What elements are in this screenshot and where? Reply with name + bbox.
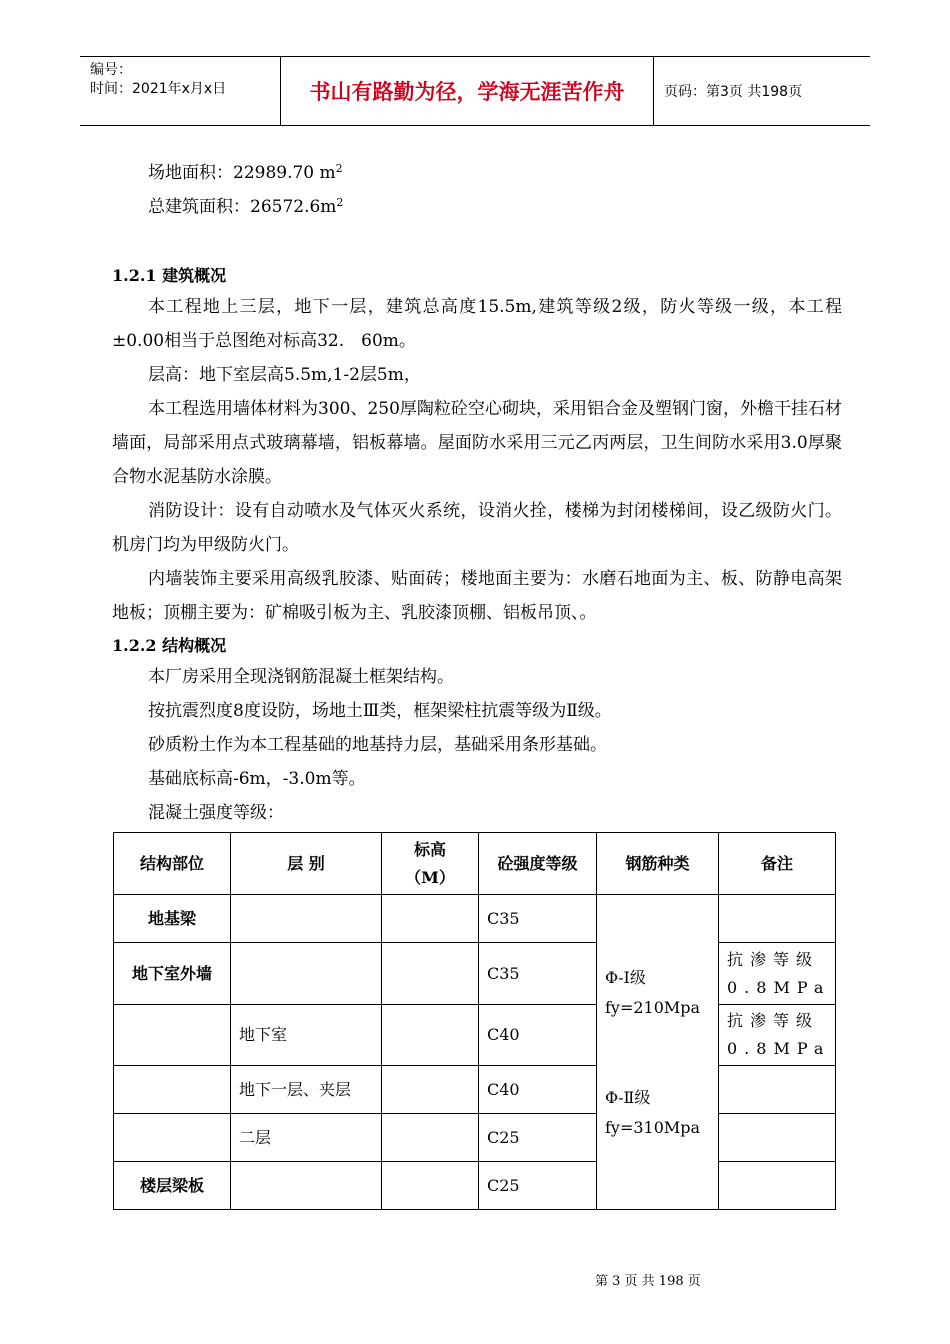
table-cell [382, 1162, 479, 1209]
table-cell: C35 [479, 895, 597, 943]
table-cell: 地下室外墙 [114, 943, 231, 1005]
table-cell [114, 1005, 231, 1066]
header-meta [80, 57, 281, 125]
total-area-line [148, 192, 343, 217]
table-cell [231, 1162, 382, 1209]
paragraph: 本工程地上三层，地下一层，建筑总高度15.5m,建筑等级2级，防火等级一级，本工程±0.00相当于总图绝对标高32. 60m。 [112, 297, 842, 351]
paragraph: 混凝土强度等级： [148, 803, 284, 823]
table-cell: 抗渗等级0.8MPa [719, 943, 835, 1005]
table-cell: C25 [479, 1162, 597, 1209]
table-cell: 地下一层、夹层 [231, 1066, 382, 1114]
section-heading-structure: 1.2.2 结构概况 [112, 636, 227, 655]
section-heading-architecture: 1.2.1 建筑概况 [112, 266, 227, 285]
site-area-sup: 2 [335, 162, 343, 175]
table-cell: C35 [479, 943, 597, 1005]
table-cell: 抗渗等级0.8MPa [719, 1005, 835, 1066]
table-cell [114, 1114, 231, 1162]
table-cell: 地基梁 [114, 895, 231, 943]
steel-grade-1-strength: fy=210Mpa [605, 998, 701, 1017]
table-cell [719, 1066, 835, 1114]
table-header-cell: 备注 [719, 833, 835, 895]
header-motto: 书山有路勤为径，学海无涯苦作舟 [281, 57, 654, 125]
table-cell [231, 895, 382, 943]
table-cell: 楼层梁板 [114, 1162, 231, 1209]
paragraph: 本厂房采用全现浇钢筋混凝土框架结构。 [148, 667, 454, 687]
header-time: 时间：2021年x月x日 [90, 81, 227, 97]
table-cell [719, 895, 835, 943]
steel-grade-2: Φ-Ⅱ级 [605, 1088, 651, 1107]
total-area-sup: 2 [336, 196, 344, 209]
steel-grade-2-strength: fy=310Mpa [605, 1118, 701, 1137]
paragraph: 本工程选用墙体材料为300、250厚陶粒砼空心砌块，采用铝合金及塑钢门窗，外檐干挂石材墙面，局部采用点式玻璃幕墙，铝板幕墙。屋面防水采用三元乙丙两层，卫生间防水采用3.0厚聚合物水泥基防水涂膜。 [112, 399, 842, 487]
site-area: 场地面积：22989.70 m [148, 163, 336, 183]
table-cell: C40 [479, 1066, 597, 1114]
table-cell [382, 1066, 479, 1114]
table-header-cell: 结构部位 [114, 833, 231, 895]
table-cell [719, 1162, 835, 1209]
table-cell: 二层 [231, 1114, 382, 1162]
page-header [80, 56, 870, 126]
table-header-cell: 层 别 [231, 833, 382, 895]
table-cell [719, 1114, 835, 1162]
table-cell [231, 943, 382, 1005]
total-area: 总建筑面积：26572.6m [148, 197, 337, 217]
table-cell [382, 1005, 479, 1066]
table-cell [382, 1114, 479, 1162]
steel-type-merged-cell [597, 895, 719, 1209]
site-area-line [148, 158, 343, 183]
paragraph: 基础底标高-6m，-3.0m等。 [148, 769, 366, 789]
concrete-grade-table [113, 832, 836, 1210]
table-cell: C25 [479, 1114, 597, 1162]
table-header-cell: 砼强度等级 [479, 833, 597, 895]
paragraph: 内墙装饰主要采用高级乳胶漆、贴面砖；楼地面主要为：水磨石地面为主、板、防静电高架地板；顶棚主要为：矿棉吸引板为主、乳胶漆顶棚、铝板吊顶、。 [112, 569, 842, 623]
table-header-cell: 钢筋种类 [597, 833, 719, 895]
paragraph: 消防设计：设有自动喷水及气体灭火系统，设消火拴，楼梯为封闭楼梯间，设乙级防火门。机房门均为甲级防火门。 [112, 501, 842, 555]
header-page-info: 页码：第3页 共198页 [664, 84, 803, 100]
paragraph: 层高：地下室层高5.5m,1-2层5m， [148, 365, 421, 385]
header-number: 编号： [90, 62, 132, 78]
page-footer: 第 3 页 共 198 页 [595, 1274, 701, 1289]
table-cell [382, 895, 479, 943]
table-cell: C40 [479, 1005, 597, 1066]
paragraph: 砂质粉土作为本工程基础的地基持力层，基础采用条形基础。 [148, 735, 607, 755]
steel-grade-1: Φ-Ⅰ级 [605, 968, 646, 987]
table-cell: 地下室 [231, 1005, 382, 1066]
paragraph: 按抗震烈度8度设防，场地土Ⅲ类，框架梁柱抗震等级为Ⅱ级。 [148, 701, 612, 721]
table-header-cell: 标高（M） [382, 833, 479, 895]
table-cell [114, 1066, 231, 1114]
table-cell [382, 943, 479, 1005]
